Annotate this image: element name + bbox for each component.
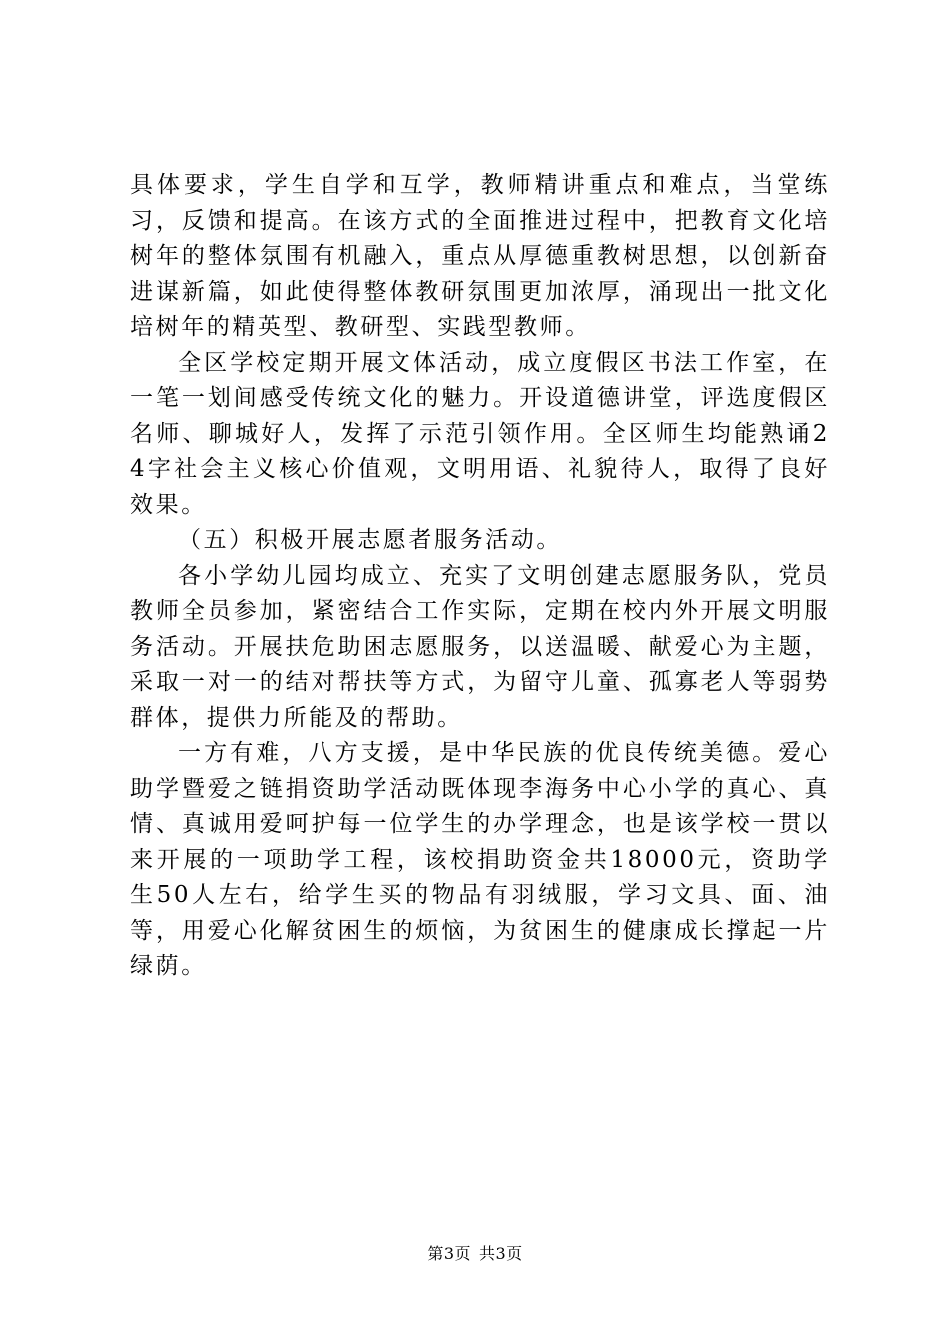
page-footer xyxy=(0,1244,950,1264)
paragraph-continued: 具体要求，学生自学和互学，教师精讲重点和难点，当堂练习，反馈和提高。在该方式的全面推进过程中，把教育文化培树年的整体氛围有机融入，重点从厚德重教树思想，以创新奋进谋新篇，如此使得整体教研氛围更加浓厚，涌现出一批文化培树年的精英型、教研型、实践型教师。 xyxy=(130,172,830,340)
document-body xyxy=(130,168,830,985)
paragraph-cultural-activities: 全区学校定期开展文体活动，成立度假区书法工作室，在一笔一划间感受传统文化的魅力。开设道德讲堂，评选度假区名师、聊城好人，发挥了示范引领作用。全区师生均能熟诵24字社会主义核心价值观，文明用语、礼貌待人，取得了良好效果。 xyxy=(130,349,830,518)
section-heading-volunteer: （五）积极开展志愿者服务活动。 xyxy=(178,527,562,553)
page-number: 第3页 xyxy=(427,1244,471,1263)
page-total: 共3页 xyxy=(479,1244,523,1263)
paragraph-volunteer-teams: 各小学幼儿园均成立、充实了文明创建志愿服务队，党员教师全员参加，紧密结合工作实际，定期在校内外开展文明服务活动。开展扶危助困志愿服务，以送温暖、献爱心为主题，采取一对一的结对帮扶等方式，为留守儿童、孤寡老人等弱势群体，提供力所能及的帮助。 xyxy=(130,562,830,731)
paragraph-student-aid: 一方有难，八方支援，是中华民族的优良传统美德。爱心助学暨爱之链捐资助学活动既体现李海务中心小学的真心、真情、真诚用爱呵护每一位学生的办学理念，也是该学校一贯以来开展的一项助学工程，该校捐助资金共18000元，资助学生50人左右，给学生买的物品有羽绒服，学习文具、面、油等，用爱心化解贫困生的烦恼，为贫困生的健康成长撑起一片绿荫。 xyxy=(130,740,830,979)
